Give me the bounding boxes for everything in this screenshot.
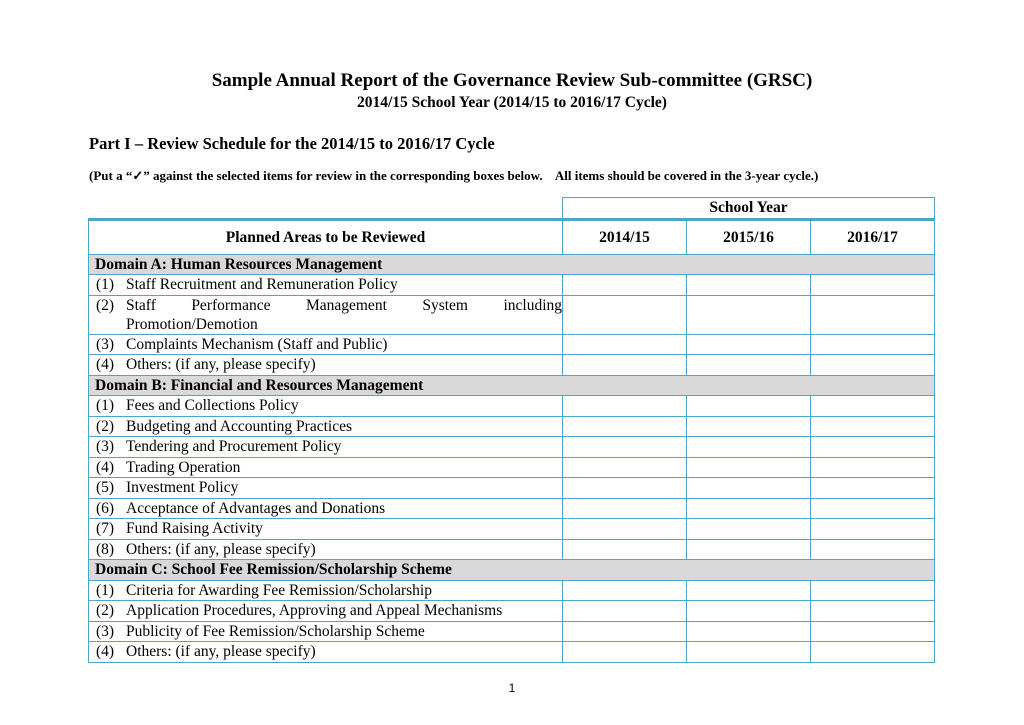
checkbox-cell-2014-15[interactable] [563,457,687,478]
item-label: Others: (if any, please specify) [126,356,316,374]
year-header-2015-16: 2015/16 [687,219,811,254]
table-row [89,457,935,478]
checkbox-cell-2016-17[interactable] [811,498,935,519]
checkbox-cell-2016-17[interactable] [811,355,935,376]
review-item [89,601,563,622]
domain-title: Domain A: Human Resources Management [89,254,935,275]
checkbox-cell-2015-16[interactable] [687,478,811,499]
checkbox-cell-2016-17[interactable] [811,601,935,622]
checkbox-cell-2015-16[interactable] [687,601,811,622]
item-label: Staff Performance Management System including Promotion/Demotion [126,296,562,333]
checkbox-cell-2014-15[interactable] [563,580,687,601]
item-label: Application Procedures, Approving and Appeal Mechanisms [126,602,503,620]
item-number: (1) [96,581,115,599]
item-number: (1) [96,397,115,415]
year-header-2016-17: 2016/17 [811,219,935,254]
review-item [89,437,563,458]
review-item [89,275,563,296]
checkbox-cell-2014-15[interactable] [563,601,687,622]
checkbox-cell-2015-16[interactable] [687,396,811,417]
item-number: (8) [96,540,115,558]
school-year-header: School Year [563,198,935,220]
domain-row [89,560,935,581]
checkbox-cell-2015-16[interactable] [687,416,811,437]
item-number: (4) [96,643,115,661]
table-row [89,334,935,355]
checkbox-cell-2016-17[interactable] [811,334,935,355]
document-subtitle: 2014/15 School Year (2014/15 to 2016/17 Cycle) [357,94,667,111]
checkbox-cell-2016-17[interactable] [811,416,935,437]
item-number: (3) [96,622,115,640]
checkbox-cell-2016-17[interactable] [811,478,935,499]
review-item [89,457,563,478]
checkbox-cell-2014-15[interactable] [563,295,687,334]
checkbox-cell-2015-16[interactable] [687,275,811,296]
table-row [89,621,935,642]
item-number: (2) [96,417,115,435]
item-number: (1) [96,276,115,294]
checkbox-cell-2015-16[interactable] [687,498,811,519]
document-title: Sample Annual Report of the Governance Review Sub-committee (GRSC) [211,70,813,91]
checkbox-cell-2014-15[interactable] [563,334,687,355]
checkbox-cell-2016-17[interactable] [811,539,935,560]
table-row [89,295,935,334]
table-row [89,498,935,519]
checkbox-cell-2014-15[interactable] [563,396,687,417]
checkbox-cell-2014-15[interactable] [563,437,687,458]
item-number: (6) [96,499,115,517]
checkbox-cell-2014-15[interactable] [563,498,687,519]
item-label: Others: (if any, please specify) [126,540,316,558]
instruction-text: (Put a “✓” against the selected items for review in the corresponding boxes below. All items should be covered in the 3-year cycle.) [89,168,819,183]
checkbox-cell-2016-17[interactable] [811,295,935,334]
item-number: (2) [96,602,115,620]
item-number: (3) [96,335,115,353]
item-label: Acceptance of Advantages and Donations [126,499,386,517]
domain-row [89,254,935,275]
planned-areas-header: Planned Areas to be Reviewed [89,219,563,254]
table-row [89,437,935,458]
review-item [89,396,563,417]
checkbox-cell-2016-17[interactable] [811,642,935,663]
checkbox-cell-2015-16[interactable] [687,334,811,355]
item-number: (3) [96,438,115,456]
checkbox-cell-2015-16[interactable] [687,457,811,478]
checkbox-cell-2015-16[interactable] [687,580,811,601]
checkbox-cell-2014-15[interactable] [563,642,687,663]
review-item [89,519,563,540]
checkbox-cell-2014-15[interactable] [563,275,687,296]
checkbox-cell-2015-16[interactable] [687,355,811,376]
item-label: Staff Recruitment and Remuneration Policy [126,276,398,294]
header-blank-cell [89,198,563,220]
checkbox-cell-2016-17[interactable] [811,275,935,296]
review-item [89,416,563,437]
part-heading: Part I – Review Schedule for the 2014/15 to 2016/17 Cycle [89,134,495,153]
review-item [89,580,563,601]
table-row [89,642,935,663]
item-label: Criteria for Awarding Fee Remission/Scholarship [126,581,432,599]
item-number: (4) [96,356,115,374]
review-item [89,539,563,560]
domain-row [89,375,935,396]
item-label: Publicity of Fee Remission/Scholarship Scheme [126,622,425,640]
item-number: (5) [96,479,115,497]
review-item [89,334,563,355]
review-item [89,355,563,376]
review-item [89,498,563,519]
item-label: Fund Raising Activity [126,520,263,538]
review-item [89,295,563,334]
table-row [89,355,935,376]
table-header-row-2 [89,219,935,254]
item-label: Fees and Collections Policy [126,397,299,415]
checkbox-cell-2016-17[interactable] [811,396,935,417]
checkbox-cell-2016-17[interactable] [811,580,935,601]
item-label: Complaints Mechanism (Staff and Public) [126,335,388,353]
review-schedule-table [88,197,935,663]
checkbox-cell-2014-15[interactable] [563,519,687,540]
item-label: Investment Policy [126,479,239,497]
item-number: (2) [96,296,115,314]
item-label: Others: (if any, please specify) [126,643,316,661]
checkbox-cell-2016-17[interactable] [811,519,935,540]
item-number: (7) [96,520,115,538]
domain-title: Domain C: School Fee Remission/Scholarship Scheme [89,560,935,581]
checkbox-cell-2016-17[interactable] [811,437,935,458]
checkbox-cell-2015-16[interactable] [687,519,811,540]
table-header-row-1 [89,198,935,220]
domain-title: Domain B: Financial and Resources Management [89,375,935,396]
item-label: Budgeting and Accounting Practices [126,417,352,435]
item-label: Tendering and Procurement Policy [126,438,342,456]
checkbox-cell-2014-15[interactable] [563,621,687,642]
checkbox-cell-2014-15[interactable] [563,355,687,376]
checkbox-cell-2014-15[interactable] [563,539,687,560]
table-row [89,519,935,540]
table-row [89,580,935,601]
table-row [89,478,935,499]
year-header-2014-15: 2014/15 [563,219,687,254]
checkbox-cell-2015-16[interactable] [687,539,811,560]
checkbox-cell-2016-17[interactable] [811,457,935,478]
checkbox-cell-2015-16[interactable] [687,295,811,334]
checkbox-cell-2015-16[interactable] [687,642,811,663]
review-item [89,621,563,642]
item-number: (4) [96,458,115,476]
checkbox-cell-2014-15[interactable] [563,478,687,499]
table-row [89,601,935,622]
table-row [89,416,935,437]
review-item [89,478,563,499]
table-row [89,275,935,296]
item-label: Trading Operation [126,458,241,476]
checkbox-cell-2016-17[interactable] [811,621,935,642]
table-row [89,396,935,417]
table-body [89,254,935,662]
checkbox-cell-2015-16[interactable] [687,437,811,458]
checkbox-cell-2015-16[interactable] [687,621,811,642]
table-row [89,539,935,560]
checkbox-cell-2014-15[interactable] [563,416,687,437]
review-item [89,642,563,663]
page-number: 1 [508,681,516,695]
